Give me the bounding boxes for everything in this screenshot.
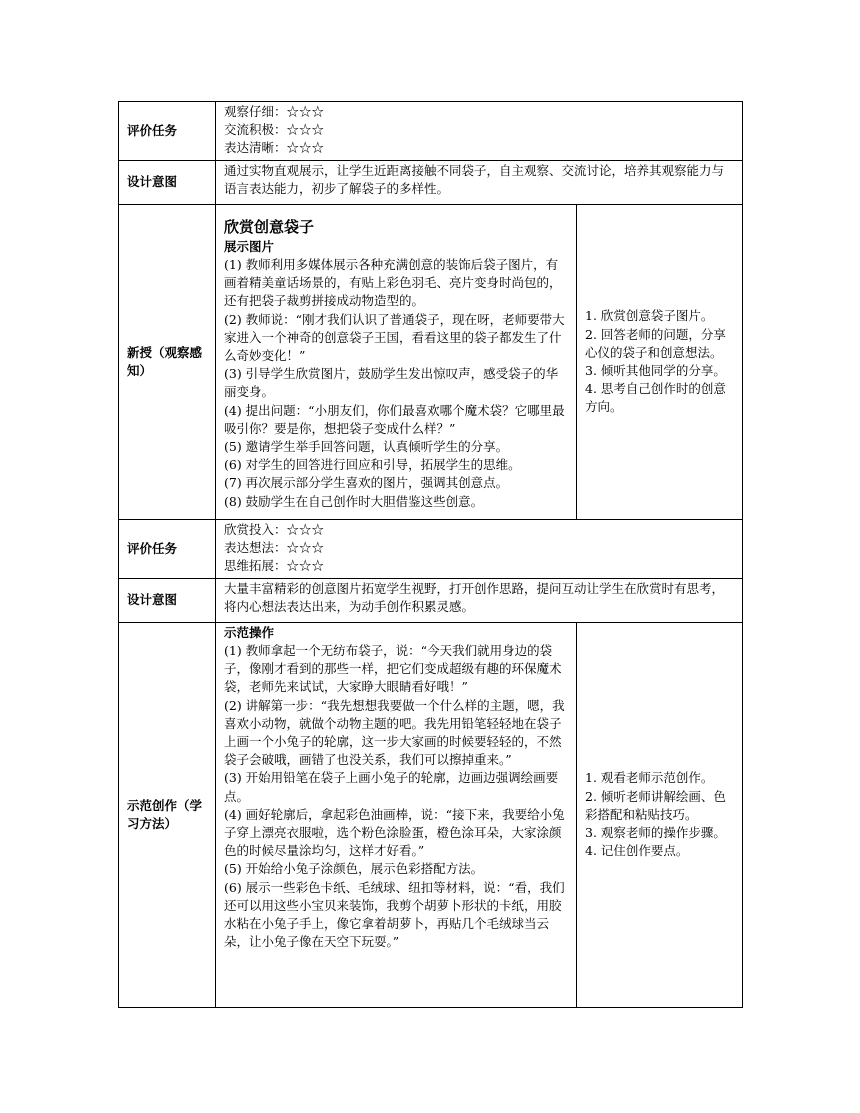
newteach-teacher-content — [216, 205, 577, 520]
teacher-step: (7) 再次展示部分学生喜欢的图片，强调其创意点。 — [224, 475, 509, 491]
teacher-step: (5) 邀请学生举手回答问题，认真倾听学生的分享。 — [224, 439, 509, 455]
student-activity: 4. 思考自己创作时的创意方向。 — [585, 381, 726, 415]
eval-row-2 — [119, 520, 743, 579]
student-activity: 3. 观察老师的操作步骤。 — [585, 825, 726, 841]
teacher-step: (2) 教师说：“刚才我们认识了普通袋子，现在呀，老师要带大家进入一个神奇的创意袋子王国，看看这里的袋子都发生了什么奇妙变化！” — [224, 311, 565, 364]
intent-text: 大量丰富精彩的创意图片拓宽学生视野，打开创作思路，提问互动让学生在欣赏时有思考，将内心想法表达出来，为动手创作积累灵感。 — [224, 581, 725, 615]
eval-item: 欣赏投入：☆☆☆ — [224, 522, 325, 537]
newteach-label: 新授（观察感知） — [119, 205, 216, 520]
intent-text: 通过实物直观展示，让学生近距离接触不同袋子，自主观察、交流讨论，培养其观察能力与语言表达能力，初步了解袋子的多样性。 — [224, 163, 725, 197]
teacher-step: (4) 提出问题：“小朋友们，你们最喜欢哪个魔术袋？它哪里最吸引你？要是你，想把袋子变成什么样？” — [224, 402, 565, 436]
intent-label-1: 设计意图 — [119, 161, 216, 205]
eval-content-1 — [216, 102, 743, 161]
teacher-step: (8) 鼓励学生在自己创作时大胆借鉴这些创意。 — [224, 493, 484, 509]
teacher-step: (3) 开始用铅笔在袋子上画小兔子的轮廓，边画边强调绘画要点。 — [224, 770, 559, 804]
newteach-row — [119, 205, 743, 520]
teacher-step: (4) 画好轮廓后，拿起彩色油画棒，说：“接下来，我要给小兔子穿上漂亮衣服啦，选个粉色涂脸蛋，橙色涂耳朵，大家涂颜色的时候尽量涂均匀，这样才好看。” — [224, 806, 565, 859]
eval-row-1 — [119, 102, 743, 161]
lesson-plan-table — [118, 101, 743, 1008]
teacher-step: (6) 对学生的回答进行回应和引导，拓展学生的思维。 — [224, 457, 521, 473]
sub-title: 示范操作 — [224, 625, 275, 640]
intent-row-1 — [119, 161, 743, 205]
student-activity: 4. 记住创作要点。 — [585, 843, 689, 859]
demo-label: 示范创作（学习方法） — [119, 623, 216, 1008]
teacher-step: (6) 展示一些彩色卡纸、毛绒球、纽扣等材料，说：“看，我们还可以用这些小宝贝来装饰，我剪个胡萝卜形状的卡纸，用胶水粘在小兔子手上，像它拿着胡萝卜，再贴几个毛绒球当云朵，让小兔子像在天空下玩耍。” — [224, 879, 565, 950]
intent-content-2 — [216, 579, 743, 623]
teacher-step: (1) 教师利用多媒体展示各种充满创意的装饰后袋子图片，有画着精美童话场景的，有贴上彩色羽毛、亮片变身时尚包的，还有把袋子裁剪拼接成动物造型的。 — [224, 257, 562, 309]
eval-label-1: 评价任务 — [119, 102, 216, 161]
student-activity: 2. 回答老师的问题，分享心仪的袋子和创意想法。 — [585, 326, 726, 360]
student-activity: 3. 倾听其他同学的分享。 — [585, 363, 726, 378]
demo-teacher-content — [216, 623, 577, 1008]
sub-title: 展示图片 — [224, 239, 275, 254]
eval-label-2: 评价任务 — [119, 520, 216, 579]
eval-item: 表达想法：☆☆☆ — [224, 540, 325, 556]
eval-item: 思维拓展：☆☆☆ — [224, 558, 325, 574]
teacher-step: (1) 教师拿起一个无纺布袋子，说：“今天我们就用身边的袋子，像刚才看到的那些一样，把它们变成超级有趣的环保魔术袋，老师先来试试，大家睁大眼睛看好哦！” — [224, 643, 562, 695]
demo-student-content — [577, 623, 743, 1008]
student-activity: 2. 倾听老师讲解绘画、色彩搭配和粘贴技巧。 — [585, 788, 726, 822]
teacher-step: (5) 开始给小兔子涂颜色，展示色彩搭配方法。 — [224, 861, 484, 877]
teacher-step: (3) 引导学生欣赏图片，鼓励学生发出惊叹声，感受袋子的华丽变身。 — [224, 366, 559, 400]
eval-item: 表达清晰：☆☆☆ — [224, 140, 325, 156]
student-activity: 1. 欣赏创意袋子图片。 — [585, 308, 714, 324]
intent-content-1 — [216, 161, 743, 205]
newteach-student-content — [577, 205, 743, 520]
eval-item: 观察仔细：☆☆☆ — [224, 104, 325, 119]
intent-row-2 — [119, 579, 743, 623]
eval-item: 交流积极：☆☆☆ — [224, 122, 325, 138]
section-title: 欣赏创意袋子 — [224, 218, 315, 236]
demo-row — [119, 623, 743, 1008]
intent-label-2: 设计意图 — [119, 579, 216, 623]
student-activity: 1. 观看老师示范创作。 — [585, 770, 714, 786]
teacher-step: (2) 讲解第一步：“我先想想我要做一个什么样的主题，嗯，我喜欢小动物，就做个动物主题的吧。我先用铅笔轻轻地在袋子上画一个小兔子的轮廓，这一步大家画的时候要轻轻的，不然袋子会破哦，画错了也没关系，我们可以擦掉重来。” — [224, 697, 565, 768]
eval-content-2 — [216, 520, 743, 579]
